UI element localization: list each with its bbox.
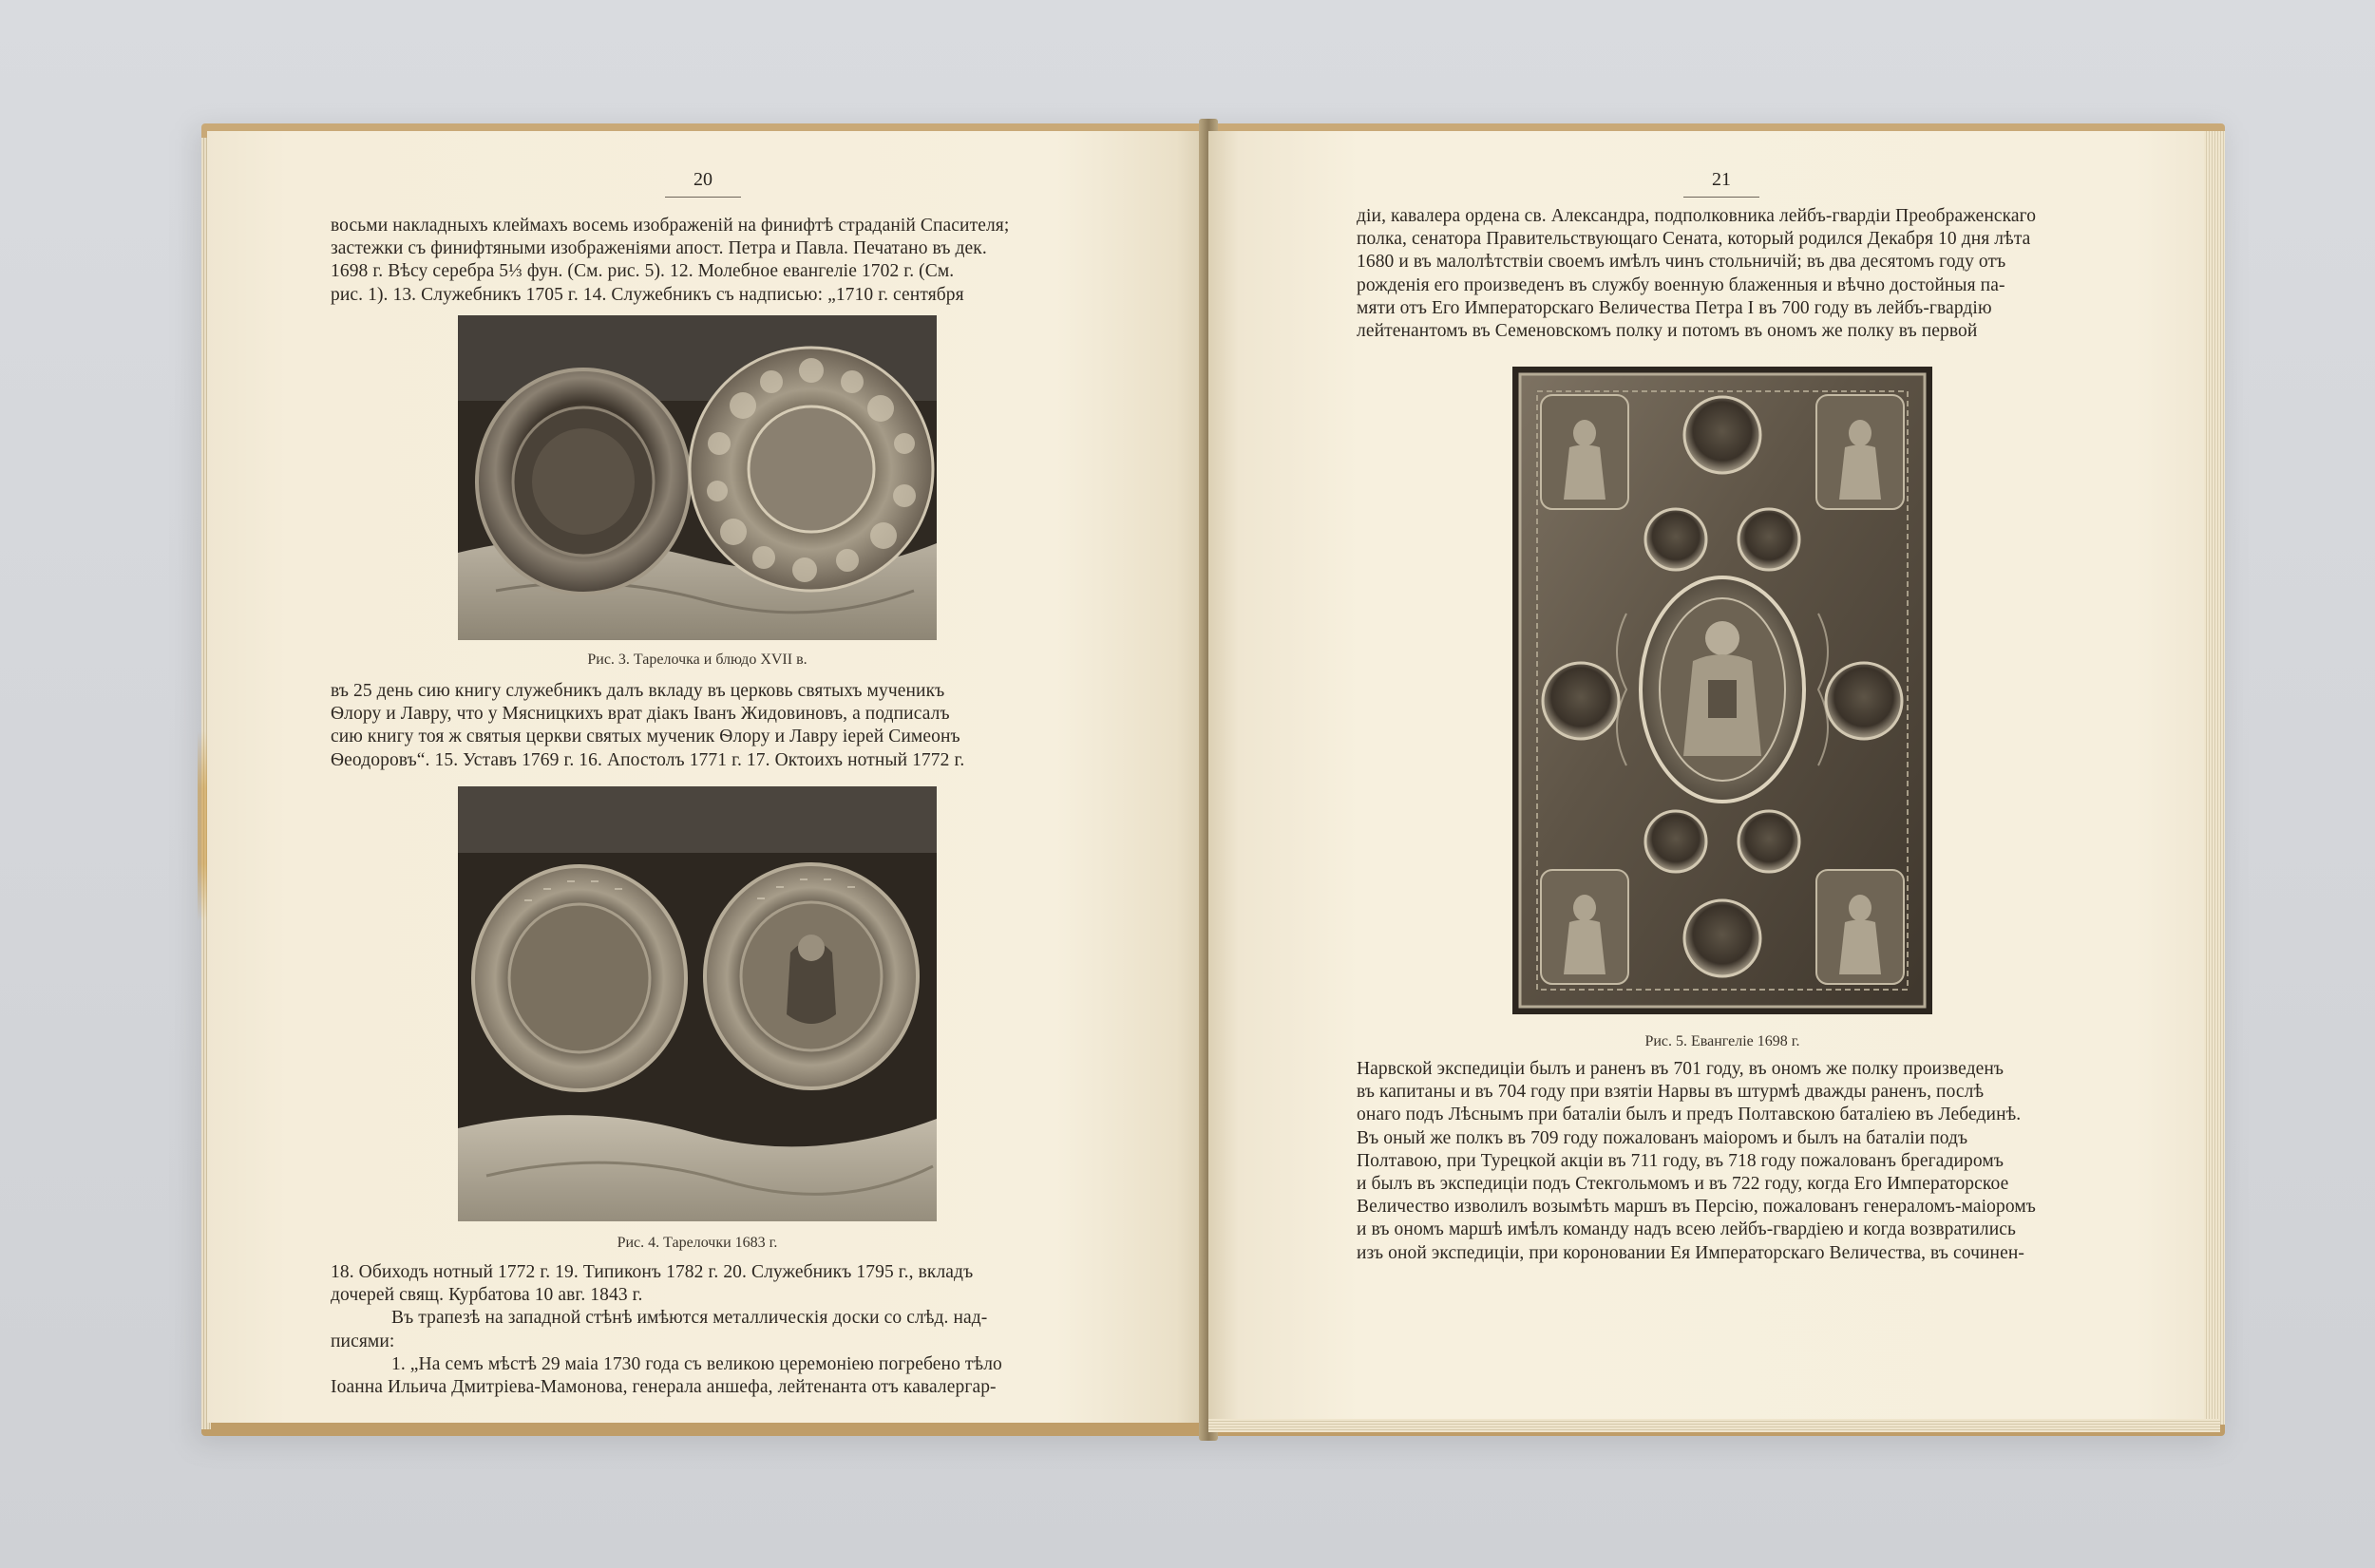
- text-line: застежки съ финифтяными изображеніями апост. Петра и Павла. Печатано въ дек.: [331, 238, 987, 259]
- text-line: изъ оной экспедиціи, при короновании Ея Императорскаго Величества, въ сочинен-: [1357, 1242, 2024, 1263]
- text-line: Ѳеодоровъ“. 15. Уставъ 1769 г. 16. Апостолъ 1771 г. 17. Октоихъ нотный 1772 г.: [331, 749, 965, 770]
- text-line: полка, сенатора Правительствующаго Сената, который родился Декабря 10 дня лѣта: [1357, 229, 2031, 250]
- left-text-middle: [331, 680, 1108, 772]
- figure-5-plate-image: [1512, 367, 1932, 1014]
- left-text-bottom: [331, 1261, 1108, 1399]
- text-line: писями:: [331, 1331, 395, 1351]
- text-line: 1. „На семъ мѣстѣ 29 маіа 1730 года съ великою церемоніею погребено тѣло: [391, 1353, 1002, 1374]
- left-text-top: [331, 215, 1108, 307]
- page-number-rule: [1683, 197, 1759, 198]
- right-text-bottom: [1357, 1058, 2100, 1265]
- text-line: рис. 1). 13. Служебникъ 1705 г. 14. Служебникъ съ надписью: „1710 г. сентября: [331, 284, 964, 305]
- text-line: въ 25 день сию книгу служебникъ далъ вкладу въ церковь святыхъ мученикъ: [331, 681, 945, 701]
- text-line: онаго подъ Лѣснымъ при баталіи былъ и предъ Полтавскою баталіею въ Лебединѣ.: [1357, 1105, 2022, 1125]
- figure-5-caption: Рис. 5. Евангеліе 1698 г.: [1644, 1033, 1800, 1049]
- right-text-top: [1357, 205, 2100, 343]
- text-line: Въ оный же полкъ въ 709 году пожалованъ маіоромъ и былъ на баталіи подъ: [1357, 1127, 1968, 1148]
- text-line: Нарвской экспедиціи былъ и раненъ въ 701 году, въ ономъ же полку произведенъ: [1357, 1059, 2004, 1079]
- text-line: въ капитаны и въ 704 году при взятіи Нарвы въ штурмѣ дважды раненъ, послѣ: [1357, 1082, 1985, 1103]
- left-page: [207, 131, 1206, 1423]
- text-line: и въ ономъ маршѣ имѣлъ команду надъ всею лейбъ-гвардіею и когда возвратились: [1357, 1219, 2017, 1240]
- text-line: Величество изволилъ возымѣть маршъ въ Персію, пожалованъ генераломъ-маіоромъ: [1357, 1197, 2036, 1218]
- text-line: Полтавою, при Турецкой акціи въ 711 году, въ 718 году пожалованъ брегадиромъ: [1357, 1150, 2004, 1171]
- text-line: діи, кавалера ордена св. Александра, подполковника лейбъ-гвардіи Преображенскаго: [1357, 206, 2037, 226]
- text-line: 1680 и въ малолѣтствіи своемъ имѣлъ чинъ стольничій; въ два десятомъ году отъ: [1357, 252, 2006, 273]
- page-number-right: [1683, 169, 1759, 198]
- right-page: [1208, 131, 2217, 1423]
- text-line: сию книгу тоя ж святыя церкви святых мученик Ѳлору и Лавру іерей Симеонъ: [331, 727, 960, 747]
- text-line: Іоанна Ильича Дмитріева-Мамонова, генерала аншефа, лейтенанта отъ кавалергар-: [331, 1377, 997, 1398]
- text-line: рожденія его произведенъ въ службу военную блаженныя и вѣчно достойныя па-: [1357, 274, 2005, 295]
- text-line: Въ трапезѣ на западной стѣнѣ имѣются металлическія доски со слѣд. над-: [391, 1308, 988, 1329]
- page-edges-right: [2204, 131, 2225, 1425]
- figure-4-plate-image: [458, 786, 937, 1221]
- page-number-text: 21: [1712, 169, 1731, 190]
- page-number-left: [665, 169, 741, 198]
- text-line: восьми накладныхъ клеймахъ восемь изображеній на финифтѣ страданій Спасителя;: [331, 216, 1010, 236]
- text-line: 18. Обиходъ нотный 1772 г. 19. Типиконъ 1782 г. 20. Служебникъ 1795 г., вкладъ: [331, 1262, 974, 1282]
- text-line: 1698 г. Вѣсу серебра 5⅓ фун. (См. рис. 5). 12. Молебное евангеліе 1702 г. (См.: [331, 261, 955, 282]
- page-edges-bottom: [1208, 1419, 2220, 1432]
- text-line: лейтенантомъ въ Семеновскомъ полку и потомъ въ ономъ же полку въ первой: [1357, 321, 1978, 342]
- figure-3-plate-image: [458, 315, 937, 640]
- page-number-rule: [665, 197, 741, 198]
- text-line: Ѳлору и Лавру, что у Мясницкихъ врат діакъ Іванъ Жидовиновъ, а подписалъ: [331, 704, 950, 725]
- text-line: мяти отъ Его Императорскаго Величества Петра I въ 700 году въ лейбъ-гвардію: [1357, 297, 1992, 318]
- text-line: дочерей свящ. Курбатова 10 авг. 1843 г.: [331, 1285, 643, 1306]
- page-number-text: 20: [694, 169, 712, 190]
- figure-4-caption: Рис. 4. Тарелочки 1683 г.: [617, 1235, 778, 1251]
- figure-3-caption: Рис. 3. Тарелочка и блюдо XVII в.: [587, 652, 808, 668]
- text-line: и былъ въ экспедиціи подъ Стекгольмомъ и въ 722 году, когда Его Императорское: [1357, 1174, 2009, 1195]
